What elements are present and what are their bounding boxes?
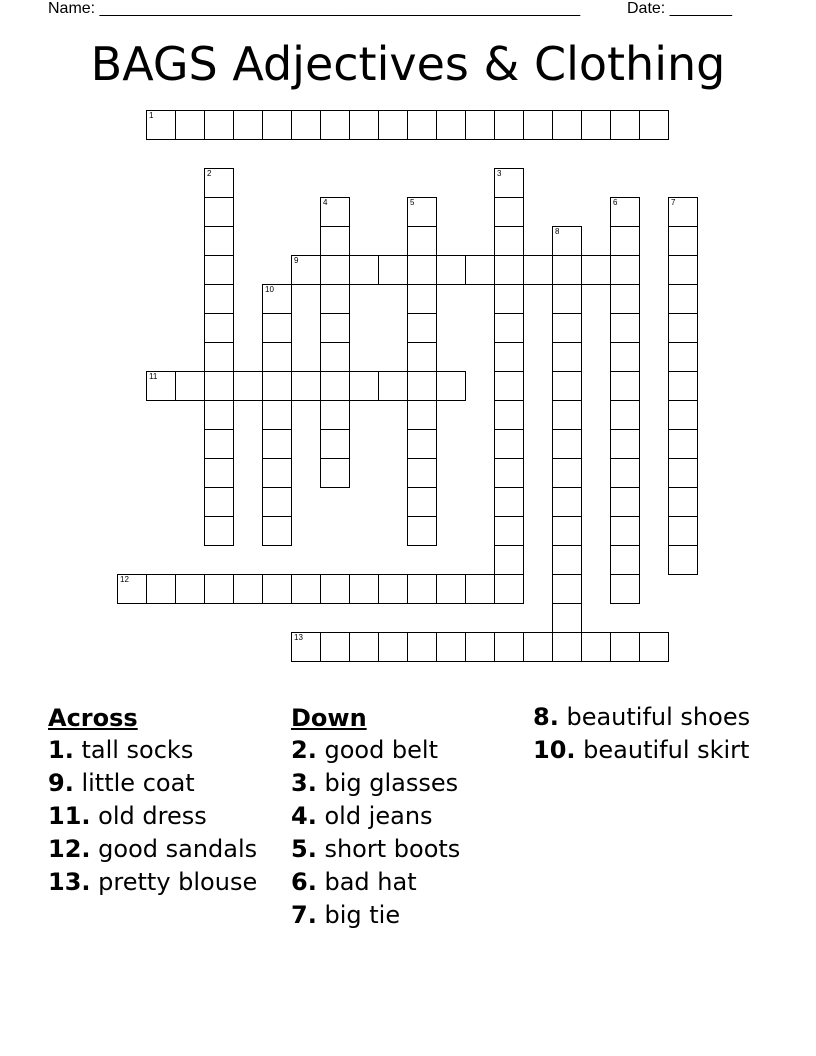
grid-cell[interactable] bbox=[668, 255, 698, 285]
clue-num: 12. bbox=[48, 835, 91, 863]
grid-cell[interactable] bbox=[407, 458, 437, 488]
grid-cell[interactable] bbox=[610, 487, 640, 517]
grid-cell[interactable] bbox=[494, 255, 524, 285]
grid-cell[interactable] bbox=[581, 255, 611, 285]
down-clues bbox=[291, 703, 526, 934]
grid-cell[interactable] bbox=[494, 197, 524, 227]
grid-cell[interactable] bbox=[465, 574, 495, 604]
grid-cell[interactable] bbox=[639, 632, 669, 662]
grid-cell[interactable] bbox=[668, 458, 698, 488]
grid-cell[interactable] bbox=[204, 429, 234, 459]
down-clue bbox=[291, 835, 526, 863]
grid-cell[interactable] bbox=[610, 516, 640, 546]
grid-cell[interactable] bbox=[349, 255, 379, 285]
grid-cell[interactable] bbox=[668, 545, 698, 575]
grid-cell[interactable] bbox=[668, 487, 698, 517]
page-title: BAGS Adjectives & Clothing bbox=[90, 37, 726, 91]
grid-cell[interactable] bbox=[407, 313, 437, 343]
grid-cell[interactable] bbox=[407, 487, 437, 517]
grid-cell[interactable] bbox=[407, 342, 437, 372]
down-clue bbox=[291, 901, 526, 929]
grid-cell[interactable] bbox=[610, 545, 640, 575]
clue-num: 4. bbox=[291, 802, 317, 830]
grid-cell[interactable] bbox=[291, 574, 321, 604]
grid-cell[interactable] bbox=[146, 110, 176, 140]
grid-cell[interactable] bbox=[668, 371, 698, 401]
grid-cell[interactable] bbox=[610, 313, 640, 343]
clue-num: 11. bbox=[48, 802, 91, 830]
grid-cell[interactable] bbox=[262, 371, 292, 401]
clue-text: short boots bbox=[324, 835, 461, 863]
clue-number: 1 bbox=[149, 111, 154, 120]
grid-cell[interactable] bbox=[436, 110, 466, 140]
grid-cell[interactable] bbox=[233, 371, 263, 401]
across-clue bbox=[48, 868, 283, 896]
grid-cell[interactable] bbox=[494, 632, 524, 662]
grid-cell[interactable] bbox=[407, 197, 437, 227]
clue-num: 10. bbox=[533, 736, 576, 764]
grid-cell[interactable] bbox=[610, 400, 640, 430]
grid-cell[interactable] bbox=[552, 313, 582, 343]
grid-cell[interactable] bbox=[494, 429, 524, 459]
grid-cell[interactable] bbox=[552, 284, 582, 314]
clue-text: pretty blouse bbox=[98, 868, 258, 896]
grid-cell[interactable] bbox=[204, 516, 234, 546]
grid-cell[interactable] bbox=[117, 574, 147, 604]
grid-cell[interactable] bbox=[204, 226, 234, 256]
grid-cell[interactable] bbox=[204, 400, 234, 430]
grid-cell[interactable] bbox=[320, 632, 350, 662]
grid-cell[interactable] bbox=[610, 342, 640, 372]
clue-text: bad hat bbox=[324, 868, 417, 896]
clue-text: tall socks bbox=[81, 736, 194, 764]
clue-num: 1. bbox=[48, 736, 74, 764]
down-clue bbox=[533, 736, 773, 764]
grid-cell[interactable] bbox=[610, 574, 640, 604]
grid-cell[interactable] bbox=[552, 574, 582, 604]
clue-number: 9 bbox=[294, 256, 299, 265]
grid-cell[interactable] bbox=[291, 632, 321, 662]
grid-cell[interactable] bbox=[552, 632, 582, 662]
clue-number: 8 bbox=[555, 227, 560, 236]
grid-cell[interactable] bbox=[523, 110, 553, 140]
clue-number: 5 bbox=[410, 198, 415, 207]
across-clue bbox=[48, 736, 283, 764]
grid-cell[interactable] bbox=[407, 429, 437, 459]
clue-number: 11 bbox=[149, 372, 158, 381]
grid-cell[interactable] bbox=[291, 255, 321, 285]
grid-cell[interactable] bbox=[262, 342, 292, 372]
grid-cell[interactable] bbox=[581, 110, 611, 140]
across-clue bbox=[48, 802, 283, 830]
grid-cell[interactable] bbox=[552, 255, 582, 285]
grid-cell[interactable] bbox=[407, 516, 437, 546]
grid-cell[interactable] bbox=[552, 110, 582, 140]
grid-cell[interactable] bbox=[262, 429, 292, 459]
grid-cell[interactable] bbox=[291, 110, 321, 140]
grid-cell[interactable] bbox=[262, 487, 292, 517]
grid-cell[interactable] bbox=[146, 574, 176, 604]
clue-text: good belt bbox=[324, 736, 439, 764]
grid-cell[interactable] bbox=[378, 632, 408, 662]
grid-cell[interactable] bbox=[204, 342, 234, 372]
grid-cell[interactable] bbox=[320, 284, 350, 314]
grid-cell[interactable] bbox=[204, 487, 234, 517]
down-clue bbox=[291, 802, 526, 830]
grid-cell[interactable] bbox=[610, 226, 640, 256]
grid-cell[interactable] bbox=[494, 110, 524, 140]
clue-number: 4 bbox=[323, 198, 328, 207]
name-field[interactable]: Name: ______________________________________________________ bbox=[48, 0, 581, 17]
grid-cell[interactable] bbox=[494, 545, 524, 575]
grid-cell[interactable] bbox=[233, 110, 263, 140]
grid-cell[interactable] bbox=[204, 313, 234, 343]
clue-number: 12 bbox=[120, 575, 129, 584]
grid-cell[interactable] bbox=[349, 110, 379, 140]
grid-cell[interactable] bbox=[610, 255, 640, 285]
grid-cell[interactable] bbox=[668, 342, 698, 372]
grid-cell[interactable] bbox=[552, 487, 582, 517]
clue-text: old jeans bbox=[324, 802, 433, 830]
grid-cell[interactable] bbox=[494, 574, 524, 604]
grid-cell[interactable] bbox=[204, 255, 234, 285]
clue-num: 6. bbox=[291, 868, 317, 896]
clue-num: 2. bbox=[291, 736, 317, 764]
clue-number: 10 bbox=[265, 285, 274, 294]
grid-cell[interactable] bbox=[204, 110, 234, 140]
grid-cell[interactable] bbox=[175, 371, 205, 401]
grid-cell[interactable] bbox=[204, 284, 234, 314]
grid-cell[interactable] bbox=[552, 603, 582, 633]
grid-cell[interactable] bbox=[349, 632, 379, 662]
across-clue bbox=[48, 835, 283, 863]
grid-cell[interactable] bbox=[552, 400, 582, 430]
grid-cell[interactable] bbox=[204, 168, 234, 198]
down-clue bbox=[291, 769, 526, 797]
grid-cell[interactable] bbox=[465, 255, 495, 285]
grid-cell[interactable] bbox=[465, 110, 495, 140]
grid-cell[interactable] bbox=[407, 284, 437, 314]
grid-cell[interactable] bbox=[436, 632, 466, 662]
grid-cell[interactable] bbox=[552, 429, 582, 459]
grid-cell[interactable] bbox=[262, 400, 292, 430]
grid-cell[interactable] bbox=[407, 632, 437, 662]
grid-cell[interactable] bbox=[581, 632, 611, 662]
grid-cell[interactable] bbox=[407, 400, 437, 430]
down-clue bbox=[291, 736, 526, 764]
grid-cell[interactable] bbox=[407, 255, 437, 285]
grid-cell[interactable] bbox=[320, 458, 350, 488]
across-clues bbox=[48, 703, 283, 901]
clue-text: big tie bbox=[324, 901, 401, 929]
clue-num: 8. bbox=[533, 703, 559, 731]
grid-cell[interactable] bbox=[639, 110, 669, 140]
grid-cell[interactable] bbox=[204, 197, 234, 227]
grid-cell[interactable] bbox=[262, 110, 292, 140]
grid-cell[interactable] bbox=[262, 284, 292, 314]
grid-cell[interactable] bbox=[175, 574, 205, 604]
down-heading: Down bbox=[291, 704, 367, 732]
grid-cell[interactable] bbox=[291, 371, 321, 401]
grid-cell[interactable] bbox=[494, 284, 524, 314]
clue-number: 13 bbox=[294, 633, 303, 642]
grid-cell[interactable] bbox=[494, 168, 524, 198]
grid-cell[interactable] bbox=[465, 632, 495, 662]
grid-cell[interactable] bbox=[668, 284, 698, 314]
grid-cell[interactable] bbox=[262, 313, 292, 343]
grid-cell[interactable] bbox=[436, 574, 466, 604]
clue-number: 2 bbox=[207, 169, 212, 178]
clue-text: good sandals bbox=[98, 835, 258, 863]
grid-cell[interactable] bbox=[610, 110, 640, 140]
grid-cell[interactable] bbox=[610, 197, 640, 227]
clue-text: beautiful skirt bbox=[583, 736, 750, 764]
clue-num: 9. bbox=[48, 769, 74, 797]
grid-cell[interactable] bbox=[262, 574, 292, 604]
grid-cell[interactable] bbox=[494, 371, 524, 401]
grid-cell[interactable] bbox=[175, 110, 205, 140]
grid-cell[interactable] bbox=[204, 371, 234, 401]
clue-num: 3. bbox=[291, 769, 317, 797]
grid-cell[interactable] bbox=[552, 545, 582, 575]
grid-cell[interactable] bbox=[523, 632, 553, 662]
grid-cell[interactable] bbox=[610, 284, 640, 314]
grid-cell[interactable] bbox=[668, 516, 698, 546]
grid-cell[interactable] bbox=[320, 313, 350, 343]
clue-num: 5. bbox=[291, 835, 317, 863]
across-clue bbox=[48, 769, 283, 797]
grid-cell[interactable] bbox=[523, 255, 553, 285]
grid-cell[interactable] bbox=[378, 255, 408, 285]
grid-cell[interactable] bbox=[262, 458, 292, 488]
grid-cell[interactable] bbox=[436, 371, 466, 401]
grid-cell[interactable] bbox=[378, 371, 408, 401]
down-clues-continued bbox=[533, 703, 773, 769]
grid-cell[interactable] bbox=[349, 574, 379, 604]
grid-cell[interactable] bbox=[610, 429, 640, 459]
grid-cell[interactable] bbox=[494, 342, 524, 372]
grid-cell[interactable] bbox=[668, 400, 698, 430]
grid-cell[interactable] bbox=[262, 516, 292, 546]
grid-cell[interactable] bbox=[494, 458, 524, 488]
grid-cell[interactable] bbox=[320, 574, 350, 604]
grid-cell[interactable] bbox=[407, 371, 437, 401]
grid-cell[interactable] bbox=[320, 429, 350, 459]
grid-cell[interactable] bbox=[407, 226, 437, 256]
grid-cell[interactable] bbox=[407, 574, 437, 604]
grid-cell[interactable] bbox=[494, 313, 524, 343]
clue-text: big glasses bbox=[324, 769, 459, 797]
grid-cell[interactable] bbox=[494, 226, 524, 256]
grid-cell[interactable] bbox=[668, 197, 698, 227]
clue-num: 7. bbox=[291, 901, 317, 929]
clue-num: 13. bbox=[48, 868, 91, 896]
grid-cell[interactable] bbox=[233, 574, 263, 604]
grid-cell[interactable] bbox=[407, 110, 437, 140]
grid-cell[interactable] bbox=[610, 458, 640, 488]
across-heading: Across bbox=[48, 704, 138, 732]
grid-cell[interactable] bbox=[668, 226, 698, 256]
grid-cell[interactable] bbox=[494, 487, 524, 517]
grid-cell[interactable] bbox=[320, 110, 350, 140]
grid-cell[interactable] bbox=[320, 197, 350, 227]
date-field[interactable]: Date: _______ bbox=[627, 0, 732, 17]
grid-cell[interactable] bbox=[320, 400, 350, 430]
clue-text: little coat bbox=[81, 769, 195, 797]
grid-cell[interactable] bbox=[204, 574, 234, 604]
grid-cell[interactable] bbox=[494, 516, 524, 546]
clue-number: 3 bbox=[497, 169, 502, 178]
grid-cell[interactable] bbox=[668, 429, 698, 459]
grid-cell[interactable] bbox=[610, 371, 640, 401]
grid-cell[interactable] bbox=[320, 342, 350, 372]
clue-text: old dress bbox=[98, 802, 207, 830]
down-clue bbox=[533, 703, 773, 731]
grid-cell[interactable] bbox=[349, 371, 379, 401]
grid-cell[interactable] bbox=[610, 632, 640, 662]
grid-cell[interactable] bbox=[204, 458, 234, 488]
clue-number: 6 bbox=[613, 198, 618, 207]
grid-cell[interactable] bbox=[552, 516, 582, 546]
clue-text: beautiful shoes bbox=[566, 703, 751, 731]
grid-cell[interactable] bbox=[668, 313, 698, 343]
grid-cell[interactable] bbox=[146, 371, 176, 401]
grid-cell[interactable] bbox=[378, 110, 408, 140]
down-clue bbox=[291, 868, 526, 896]
grid-cell[interactable] bbox=[320, 255, 350, 285]
grid-cell[interactable] bbox=[494, 400, 524, 430]
grid-cell[interactable] bbox=[378, 574, 408, 604]
grid-cell[interactable] bbox=[320, 226, 350, 256]
grid-cell[interactable] bbox=[552, 458, 582, 488]
grid-cell[interactable] bbox=[320, 371, 350, 401]
grid-cell[interactable] bbox=[552, 226, 582, 256]
clue-number: 7 bbox=[671, 198, 676, 207]
grid-cell[interactable] bbox=[436, 255, 466, 285]
grid-cell[interactable] bbox=[552, 342, 582, 372]
grid-cell[interactable] bbox=[552, 371, 582, 401]
